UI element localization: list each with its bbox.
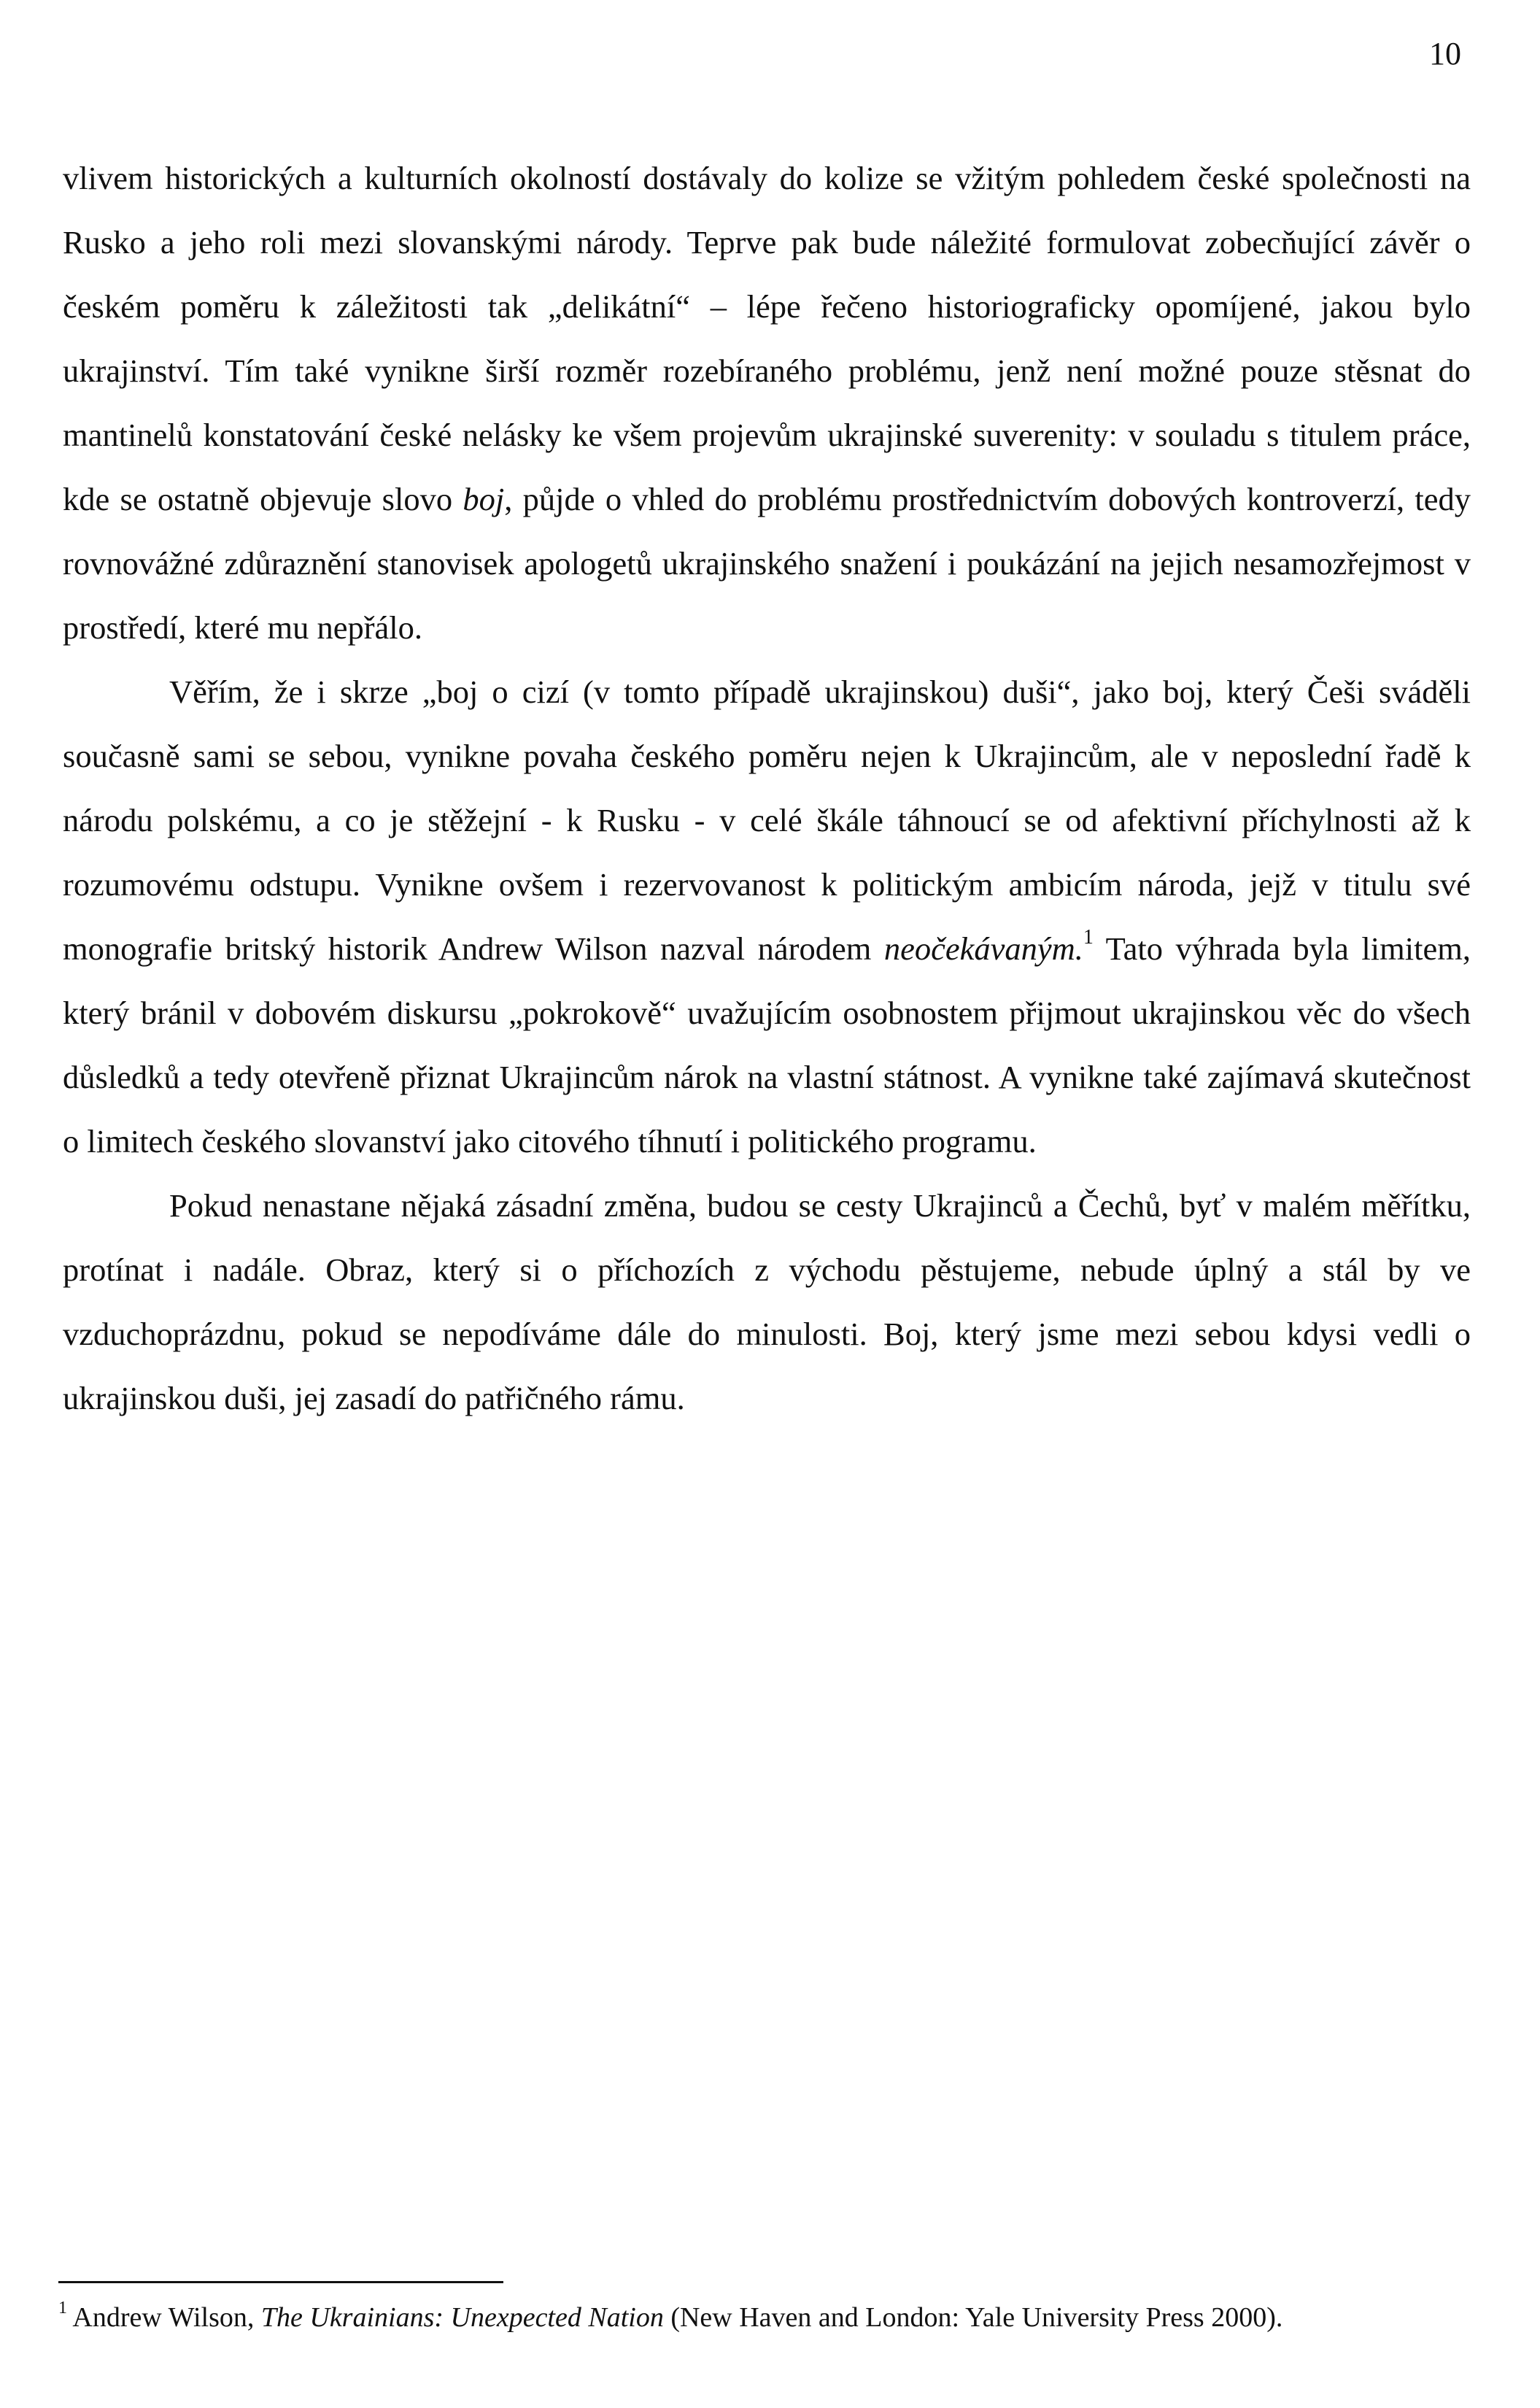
paragraph-1-text: vlivem historických a kulturních okolností dostávaly do kolize se vžitým pohledem české společnosti na Rusko a jeho roli mezi slovanskými národy. Teprve pak bude náležité formulovat zobecňující závěr o českém poměru k záležitosti tak „delikátní“ – lépe řečeno historiograficky opomíjené, jakou bylo ukrajinství. Tím také vynikne širší rozměr rozebíraného problému, jenž není možné pouze stěsnat do mantinelů konstatování české nelásky ke všem projevům ukrajinské suverenity: v souladu s titulem práce, kde se ostatně objevuje slovo: [63, 160, 1471, 517]
footnote-title: The Ukrainians: Unexpected Nation: [260, 2302, 664, 2333]
body-text: [63, 146, 1471, 1430]
paragraph-2-italic-word: neočekávaným.: [883, 930, 1083, 967]
paragraph-2: [63, 660, 1471, 1173]
paragraph-2-text-end: Tato výhrada byla limitem, který bránil v dobovém diskursu „pokrokově“ uvažujícím osobnostem přijmout ukrajinskou věc do všech důsledků a tedy otevřeně přiznat Ukrajincům nárok na vlastní státnost. A vynikne také zajímavá skutečnost o limitech českého slovanství jako citového tíhnutí i politického programu.: [63, 930, 1471, 1159]
paragraph-1: [63, 146, 1471, 660]
footnote-separator: [58, 2281, 503, 2283]
footnote-reference: 1: [1083, 926, 1094, 949]
footnote-text-after: (New Haven and London: Yale University Press 2000).: [663, 2302, 1283, 2333]
paragraph-1-italic-word: boj: [463, 481, 505, 517]
footnote-text-before: Andrew Wilson,: [67, 2302, 261, 2333]
footnote-number: 1: [58, 2299, 67, 2318]
page-number: 10: [1429, 36, 1461, 72]
paragraph-1-text-end: , půjde o vhled do problému prostřednictvím dobových kontroverzí, tedy rovnovážné zdůraznění stanovisek apologetů ukrajinského snažení i poukázání na jejich nesamozřejmost v prostředí, které mu nepřálo.: [63, 481, 1471, 646]
footnote: [58, 2299, 1488, 2336]
paragraph-2-text: Věřím, že i skrze „boj o cizí (v tomto případě ukrajinskou) duši“, jako boj, který Češi sváděli současně sami se sebou, vynikne povaha českého poměru nejen k Ukrajincům, ale v neposlední řadě k národu polskému, a co je stěžejní - k Rusku - v celé škále táhnoucí se od afektivní příchylnosti až k rozumovému odstupu. Vynikne ovšem i rezervovanost k politickým ambicím národa, jejž v titulu své monografie britský historik Andrew Wilson nazval národem: [63, 674, 1471, 967]
paragraph-3-text: Pokud nenastane nějaká zásadní změna, budou se cesty Ukrajinců a Čechů, byť v malém měřítku, protínat i nadále. Obraz, který si o příchozích z východu pěstujeme, nebude úplný a stál by ve vzduchoprázdnu, pokud se nepodíváme dále do minulosti. Boj, který jsme mezi sebou kdysi vedli o ukrajinskou duši, jej zasadí do patřičného rámu.: [63, 1187, 1471, 1416]
paragraph-3: [63, 1173, 1471, 1430]
